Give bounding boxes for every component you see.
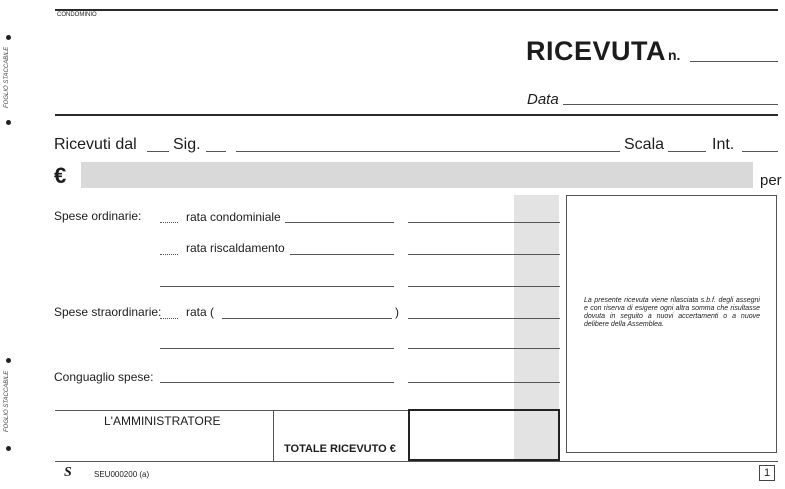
extraordinary-extra-line[interactable] [160,348,394,349]
ordinary-dots [160,222,178,223]
rata-extraordinary-close: ) [395,305,399,319]
date-label: Data [527,91,559,108]
ordinary-dots-2 [160,254,178,255]
rata-extraordinary-amount-field[interactable] [408,318,560,319]
payer-name-field[interactable] [236,151,620,152]
product-code: SEU000200 (a) [94,470,150,479]
condominio-label: CONDOMINIO [57,12,97,18]
bottom-rule [55,461,778,462]
total-received-field[interactable] [408,409,560,461]
per-label: per [760,172,782,189]
perforation-dot-top-1 [6,35,11,40]
scala-field[interactable] [668,151,706,152]
top-rule [55,9,778,11]
total-received-label: TOTALE RICEVUTO € [284,443,396,455]
side-label-bottom: FOGLIO STACCABILE [4,370,10,432]
ordinary-expenses-label: Spese ordinarie: [54,209,142,223]
perforation-dot-bottom-2 [6,446,11,451]
rata-condominiale-label: rata condominiale [186,210,281,224]
receipt-number-field[interactable] [690,61,778,62]
rata-riscaldamento-label: rata riscaldamento [186,241,285,255]
header-rule [55,114,778,116]
page-number: 1 [763,467,771,479]
rata-riscaldamento-desc-field[interactable] [290,254,394,255]
amount-field[interactable] [81,162,753,188]
extraordinary-expenses-label: Spese straordinarie: [54,305,162,319]
side-label-top: FOGLIO STACCABILE [4,46,10,108]
rata-riscaldamento-amount-field[interactable] [408,254,560,255]
receipt-number-label: n. [668,47,681,63]
adjustment-amount-field[interactable] [408,382,560,383]
rata-condominiale-amount-field[interactable] [408,222,560,223]
ordinary-extra-line[interactable] [160,286,394,287]
perforation-dot-bottom-1 [6,358,11,363]
administrator-label: L'AMMINISTRATORE [104,414,221,428]
int-field[interactable] [742,151,778,152]
receipt-title: RICEVUTA [526,36,667,66]
footer-top-rule [55,410,408,411]
received-from-label: Ricevuti dal [54,136,137,153]
sig-field[interactable] [206,151,226,152]
date-field[interactable] [563,104,778,105]
sig-label: Sig. [173,136,201,153]
euro-symbol: € [54,163,67,188]
received-from-field[interactable] [147,151,169,152]
perforation-dot-top-2 [6,120,11,125]
int-label: Int. [712,136,735,153]
page-number-box [759,465,775,481]
adjustment-field[interactable] [160,382,394,383]
adjustment-label: Conguaglio spese: [54,370,154,384]
rata-extraordinary-field[interactable] [222,318,392,319]
footer-divider [273,411,274,461]
rata-condominiale-desc-field[interactable] [285,222,394,223]
extraordinary-extra-amount-field[interactable] [408,348,560,349]
notice-box [566,195,777,453]
rata-extraordinary-label: rata ( [186,305,215,319]
ordinary-extra-amount-field[interactable] [408,286,560,287]
extraordinary-dots [160,318,178,319]
logo: S [64,465,72,480]
scala-label: Scala [624,136,665,153]
notice-text: La presente ricevuta viene rilasciata s.b.f. degli assegni e con riserva di esigere ogni altra somma che risultasse dovuta in seguito a nuovi accertamenti o a nuove delibere della Assemblea. [584,297,760,328]
